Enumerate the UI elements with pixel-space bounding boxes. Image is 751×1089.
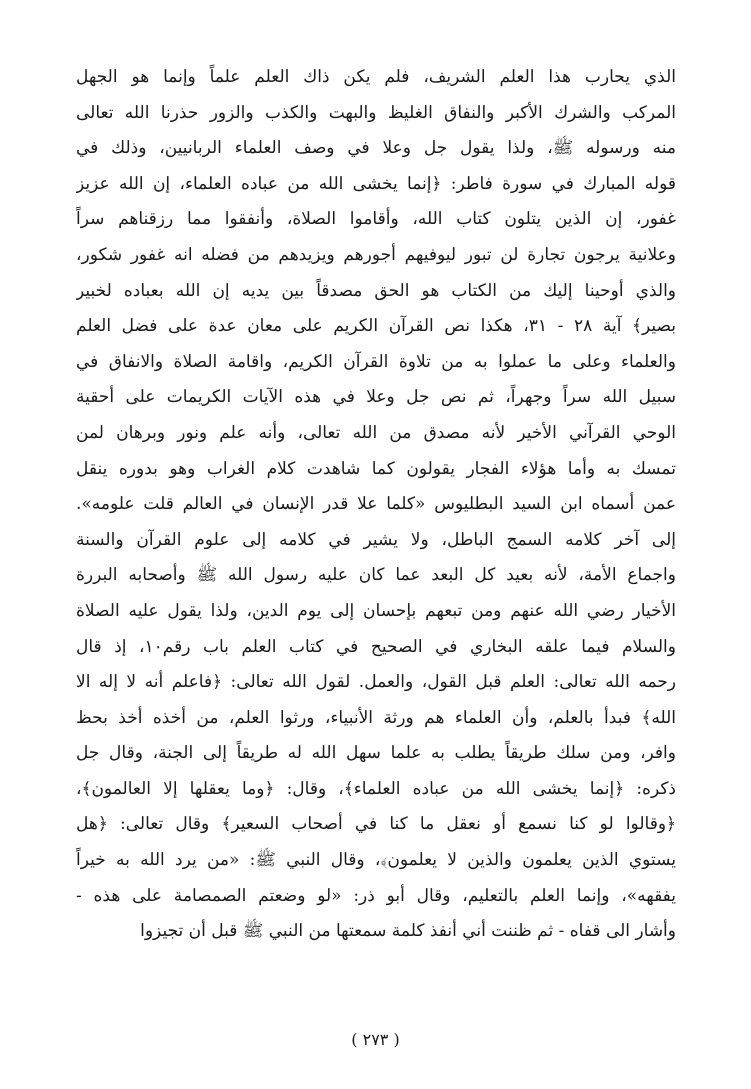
text-line: عمن أسماه ابن السيد البطليوس «كلما علا قدر الإنسان في العالم قلت علومه». bbox=[76, 494, 676, 515]
text-line: غفور، إن الذين يتلون كتاب الله، وأقاموا الصلاة، وأنفقوا مما رزقناهم سراً bbox=[76, 209, 676, 230]
text-line: وعلانية يرجون تجارة لن تبور ليوفيهم أجورهم ويزيدهم من فضله انه غفور شكور، bbox=[76, 244, 676, 265]
text-line: الله﴾ فبدأ بالعلم، وأن العلماء هم ورثة الأنبياء، ورثوا العلم، من أخذه أخذ بحظ bbox=[76, 707, 676, 728]
text-line: وافر، ومن سلك طريقاً يطلب به علما سهل الله له طريقاً إلى الجنة، وقال جل bbox=[76, 743, 676, 764]
text-line: بصير﴾ آية ٢٨ - ٣١، هكذا نص القرآن الكريم على معان عدة على فضل العلم bbox=[76, 316, 676, 337]
text-line: والسلام فيما علقه البخاري في الصحيح في كتاب العلم باب رقم١٠، إذ قال bbox=[76, 636, 676, 657]
text-line: واجماع الأمة، لأنه بعيد كل البعد عما كان عليه رسول الله ﷺ وأصحابه البررة bbox=[76, 565, 676, 586]
text-line: سبيل الله سراً وجهراً، ثم نص جل وعلا في هذه الآيات الكريمات على أحقية bbox=[76, 387, 676, 408]
text-line: والذي أوحينا إليك من الكتاب هو الحق مصدقاً بين يديه إن الله بعباده لخبير bbox=[76, 280, 676, 301]
text-line: يفقهه»، وإنما العلم بالتعليم، وقال أبو ذر: «لو وضعتم الصمصامة على هذه - bbox=[76, 885, 676, 906]
text-line: يستوي الذين يعلمون والذين لا يعلمون﴾، وقال النبي ﷺ: «من يرد الله به خيراً bbox=[76, 850, 676, 871]
text-line: تمسك به وأما هؤلاء الفجار يقولون كما شاهدت كلام الغراب وهو بدوره ينقل bbox=[76, 458, 676, 479]
text-line: الأخيار رضي الله عنهم ومن تبعهم بإحسان إلى يوم الدين، ولذا يقول عليه الصلاة bbox=[76, 600, 676, 621]
text-line: إلى آخر كلامه السمج الباطل، ولا يشير في كلامه إلى علوم القرآن والسنة bbox=[76, 529, 676, 550]
text-line: منه ورسوله ﷺ، ولذا يقول جل وعلا في وصف العلماء الربانيين، وذلك في bbox=[76, 138, 676, 159]
body-text bbox=[76, 60, 676, 950]
text-line: وأشار الى قفاه - ثم ظننت أني أنفذ كلمة سمعتها من النبي ﷺ قبل أن تجيزوا bbox=[140, 921, 676, 942]
text-line: ذكره: ﴿إنما يخشى الله من عباده العلماء﴾، وقال: ﴿وما يعقلها إلا العالمون﴾، bbox=[76, 778, 676, 799]
text-line: المركب والشرك الأكبر والنفاق الغليظ والبهت والكذب والزور حذرنا الله تعالى bbox=[76, 102, 676, 123]
page-number: ( ٢٧٣ ) bbox=[351, 1030, 400, 1049]
text-line: الذي يحارب هذا العلم الشريف، فلم يكن ذاك العلم علماً وإنما هو الجهل bbox=[76, 67, 676, 87]
text-line: رحمه الله تعالى: العلم قبل القول، والعمل. لقول الله تعالى: ﴿فاعلم أنه لا إله الا bbox=[76, 672, 676, 693]
text-line: قوله المبارك في سورة فاطر: ﴿إنما يخشى الله من عباده العلماء، إن الله عزيز bbox=[76, 173, 676, 194]
text-line: الوحي القرآني الأخير لأنه مصدق من الله تعالى، وأنه علم ونور وبرهان لمن bbox=[76, 422, 676, 443]
text-line: والعلماء وعلى ما عملوا به من تلاوة القرآن الكريم، واقامة الصلاة والانفاق في bbox=[76, 351, 676, 372]
text-line: ﴿وقالوا لو كنا نسمع أو نعقل ما كنا في أصحاب السعير﴾ وقال تعالى: ﴿هل bbox=[76, 814, 676, 835]
